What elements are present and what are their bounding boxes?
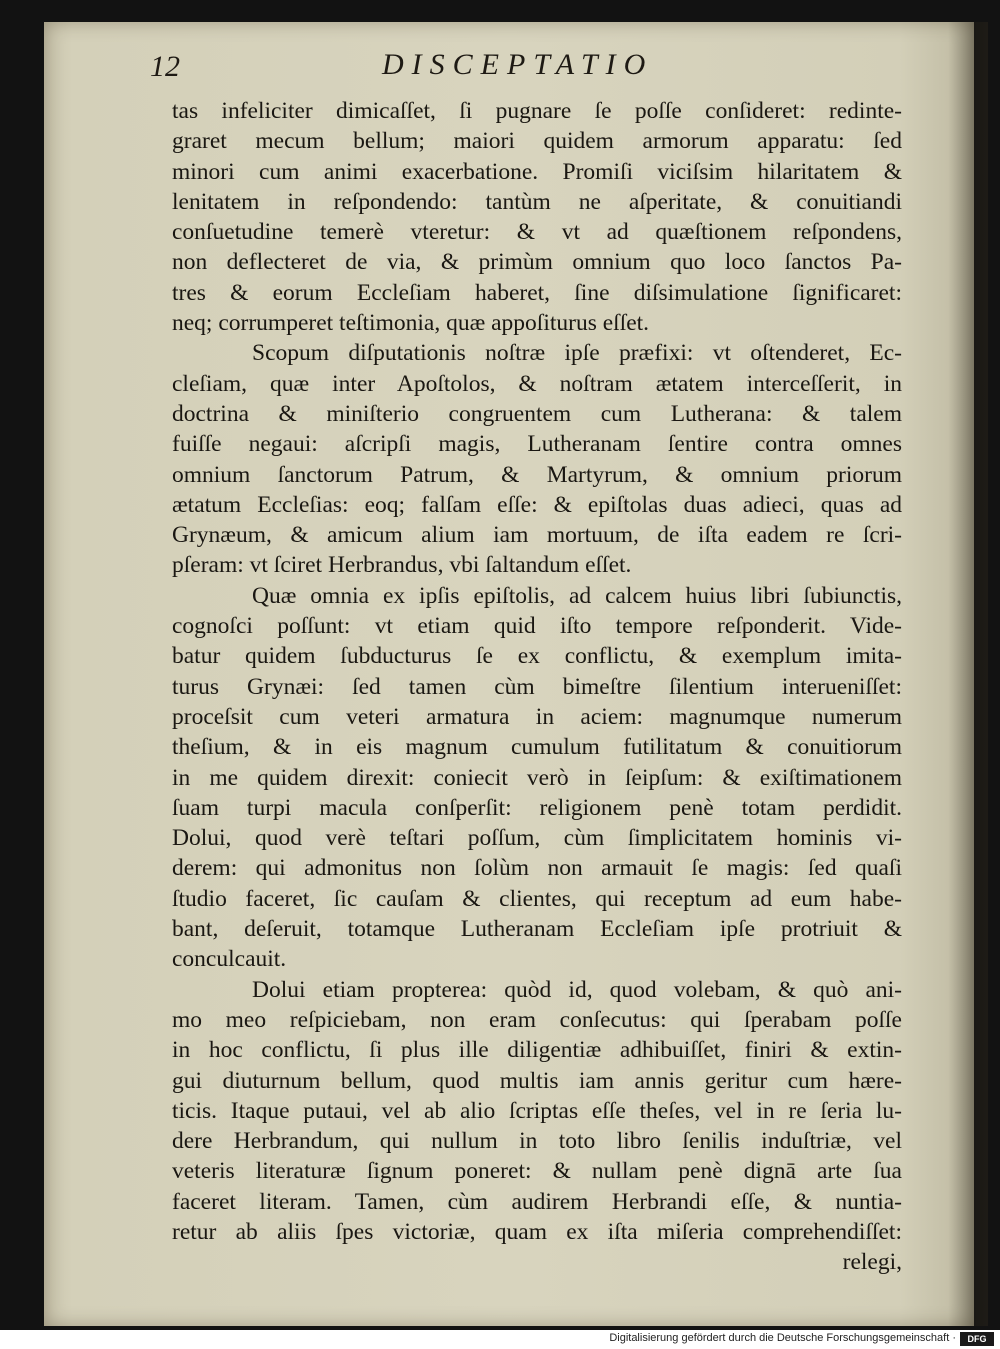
paragraph-3 xyxy=(172,581,902,975)
text-line: mo meo reſpiciebam, non eram conſecutus: qui ſperabam poſſe xyxy=(172,1006,902,1033)
text-line: conculcauit. xyxy=(172,946,287,973)
text-line: lenitatem in reſpondendo: tantùm ne aſperitate, & conuitiandi xyxy=(172,188,902,215)
text-line: in hoc conflictu, ſi plus ille diligentiæ adhibuiſſet, finiri & extin- xyxy=(172,1037,902,1064)
text-line: theſium, & in eis magnum cumulum futilitatum & conuitiorum xyxy=(172,734,902,761)
text-line: derem: qui admonitus non ſolùm non armauit ſe magis: ſed quaſi xyxy=(172,855,902,882)
text-line: ſtudio faceret, ſic cauſam & clientes, qui receptum ad eum habe- xyxy=(172,885,902,912)
paragraph-2 xyxy=(172,338,902,580)
footer-credit: Digitalisierung gefördert durch die Deutsche Forschungsgemeinschaft · xyxy=(609,1332,956,1344)
text-line: dere Herbrandum, qui nullum in toto libro ſenilis induſtriæ, vel xyxy=(172,1128,902,1155)
text-line: cognoſci poſſunt: vt etiam quid iſto tempore reſponderit. Vide- xyxy=(172,613,902,640)
text-line: ticis. Itaque putaui, vel ab alio ſcriptas eſſe theſes, vel in re ſeria lu- xyxy=(172,1097,902,1124)
footer-bar xyxy=(0,1330,1000,1349)
text-line: tres & eorum Eccleſiam haberet, ſine diſsimulatione ſignificaret: xyxy=(172,279,902,306)
page-number: 12 xyxy=(150,50,180,83)
text-line: turus Grynæi: ſed tamen cùm bimeſtre ſilentium interueniſſet: xyxy=(172,673,902,700)
text-line: Quæ omnia ex ipſis epiſtolis, ad calcem huius libri ſubiunctis, xyxy=(252,582,902,609)
catchword: relegi, xyxy=(842,1249,902,1276)
text-line: omnium ſanctorum Patrum, & Martyrum, & omnium priorum xyxy=(172,461,902,488)
text-line: faceret literam. Tamen, cùm audirem Herbrandi eſſe, & nuntia- xyxy=(172,1188,902,1215)
body-text xyxy=(172,96,902,1278)
text-line: Scopum diſputationis noſtræ ipſe præfixi: vt oſtenderet, Ec- xyxy=(252,340,902,367)
paragraph-1 xyxy=(172,96,902,338)
text-line: veteris literaturæ ſignum poneret: & nullam penè dignā arte ſua xyxy=(172,1158,902,1185)
text-line: batur quidem ſubducturus ſe ex conflictu, & exemplum imita- xyxy=(172,643,902,670)
running-title: DISCEPTATIO xyxy=(382,48,654,81)
running-head xyxy=(120,46,900,86)
text-line: minori cum animi exacerbatione. Promiſi viciſsim hilaritatem & xyxy=(172,158,902,185)
text-line: gui diuturnum bellum, quod multis iam annis geritur cum hære- xyxy=(172,1067,902,1094)
spine-shadow xyxy=(948,22,988,1326)
text-line: Dolui, quod verè teſtari poſſum, cùm ſimplicitatem hominis vi- xyxy=(172,825,902,852)
text-line: fuiſſe negaui: aſcripſi magis, Lutheranam ſentire contra omnes xyxy=(172,431,902,458)
text-line: non deflecteret de via, & primùm omnium quo loco ſanctos Pa- xyxy=(172,249,902,276)
text-line: neq; corrumperet teſtimonia, quæ appoſiturus eſſet. xyxy=(172,310,650,337)
text-line: conſuetudine temerè vteretur: & vt ad quæſtionem reſpondens, xyxy=(172,219,902,246)
paragraph-4 xyxy=(172,975,902,1248)
text-line: Dolui etiam propterea: quòd id, quod volebam, & quò ani- xyxy=(252,976,902,1003)
text-line: pſeram: vt ſciret Herbrandus, vbi ſaltandum eſſet. xyxy=(172,552,632,579)
dfg-logo: DFG xyxy=(960,1332,994,1346)
text-line: proceſsit cum veteri armatura in aciem: magnumque numerum xyxy=(172,703,902,730)
text-line: doctrina & miniſterio congruentem cum Lutherana: & talem xyxy=(172,400,902,427)
text-line: retur ab aliis ſpes victoriæ, quam ex iſta miſeria comprehendiſſet: xyxy=(172,1218,902,1245)
text-line: ſuam turpi macula conſperſit: religionem penè totam perdidit. xyxy=(172,794,902,821)
text-line: Grynæum, & amicum alium iam mortuum, de iſta eadem re ſcri- xyxy=(172,522,902,549)
text-line: graret mecum bellum; maiori quidem armorum apparatu: ſed xyxy=(172,128,902,155)
text-line: tas infeliciter dimicaſſet, ſi pugnare ſe poſſe conſideret: redinte- xyxy=(172,98,902,124)
text-line: bant, deſeruit, totamque Lutheranam Eccleſiam ipſe protriuit & xyxy=(172,916,902,943)
text-line: ætatum Eccleſias: eoq; falſam eſſe: & epiſtolas duas adieci, quas ad xyxy=(172,491,902,518)
text-line: in me quidem direxit: coniecit verò in ſeipſum: & exiſtimationem xyxy=(172,764,902,791)
text-line: cleſiam, quæ inter Apoſtolos, & noſtram ætatem interceſſerit, in xyxy=(172,370,902,397)
